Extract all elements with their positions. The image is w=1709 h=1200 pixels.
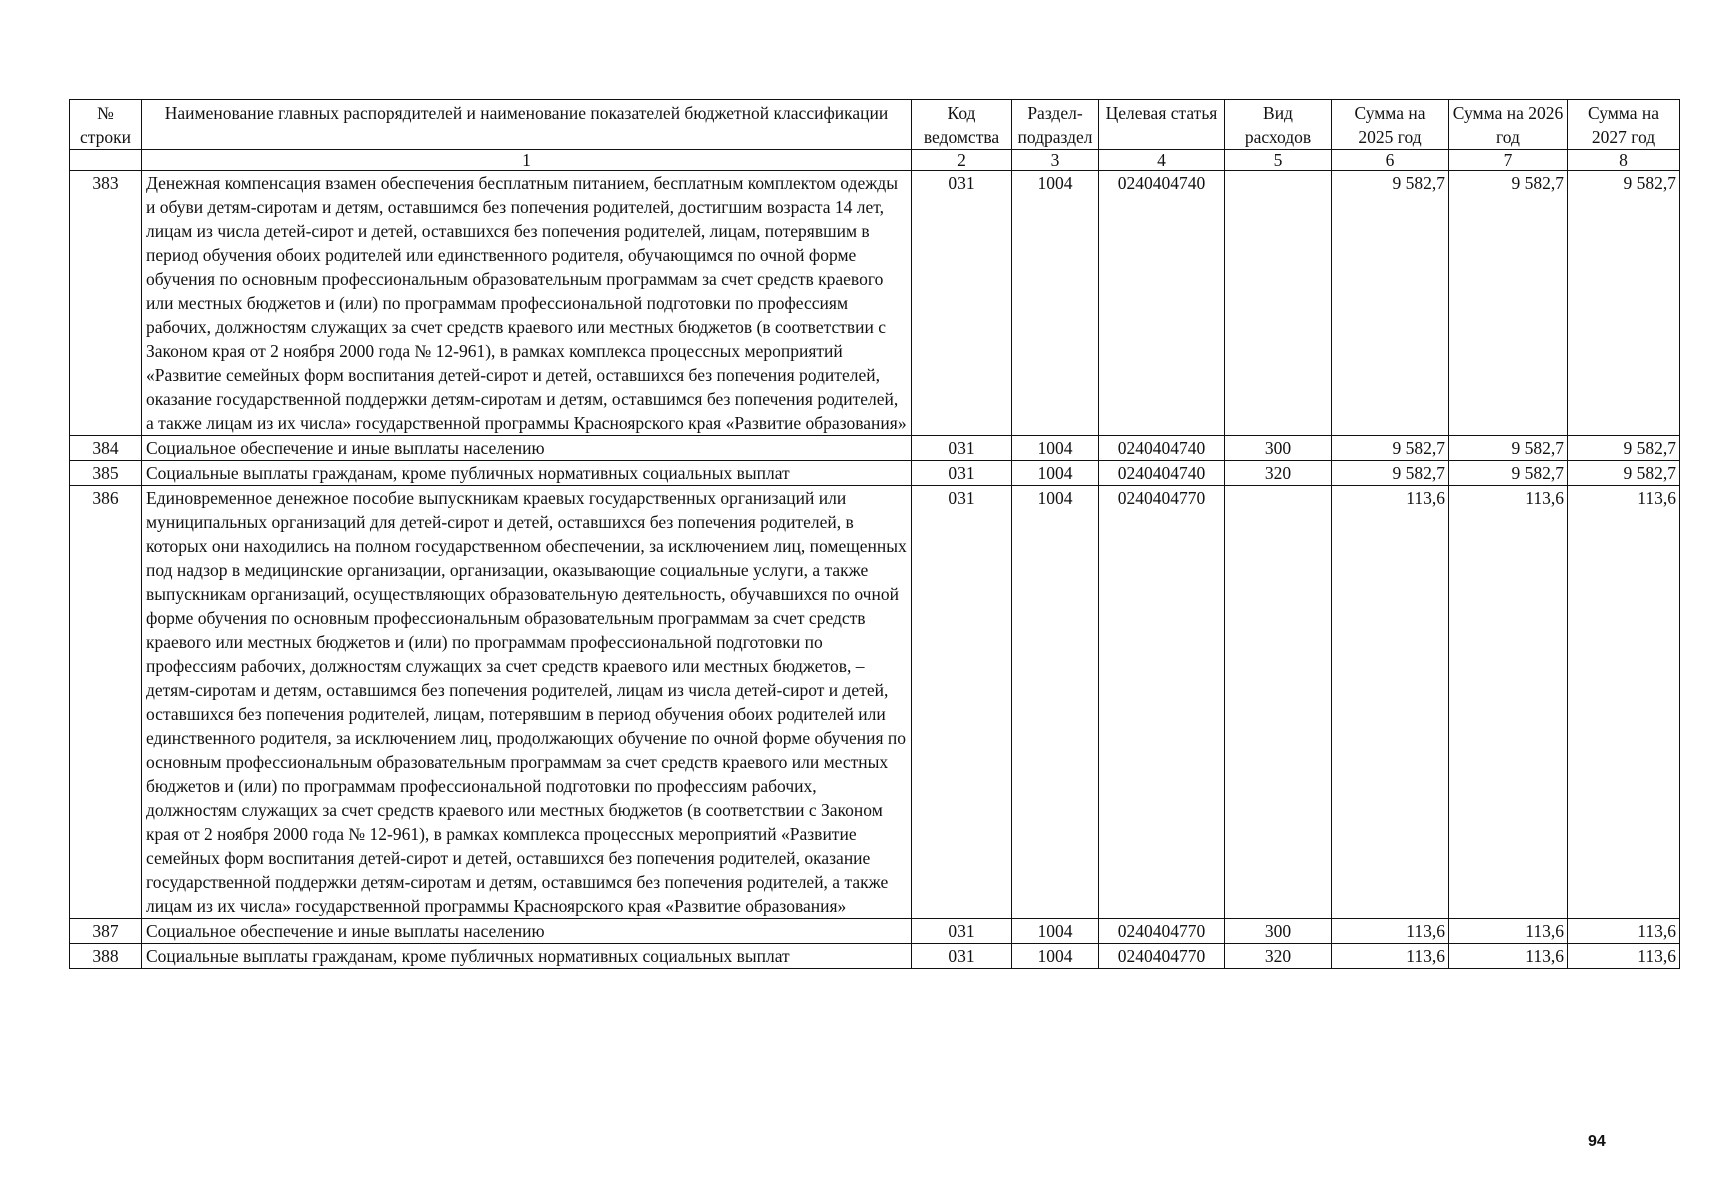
- row-target-article: 0240404740: [1099, 171, 1225, 436]
- row-sum-2027: 9 582,7: [1568, 461, 1680, 486]
- column-number: 7: [1449, 150, 1568, 171]
- budget-table: [69, 99, 1680, 969]
- column-number: 4: [1099, 150, 1225, 171]
- row-department-code: 031: [912, 461, 1012, 486]
- row-sum-2027: 9 582,7: [1568, 171, 1680, 436]
- column-number: 5: [1225, 150, 1332, 171]
- row-expense-type: [1225, 171, 1332, 436]
- row-target-article: 0240404770: [1099, 944, 1225, 969]
- row-sum-2026: 113,6: [1449, 919, 1568, 944]
- row-sum-2025: 9 582,7: [1332, 436, 1449, 461]
- column-number-blank: [70, 150, 142, 171]
- row-sum-2026: 9 582,7: [1449, 461, 1568, 486]
- row-sum-2025: 9 582,7: [1332, 461, 1449, 486]
- row-name: Единовременное денежное пособие выпускникам краевых государственных организаций или муниципальных организаций для детей-сирот и детей, оставшихся без попечения родителей, в которых они находились на полном государственном обеспечении, за исключением лиц, помещенных под надзор в медицинские организации, организации, оказывающие социальные услуги, а также выпускникам организаций, осуществляющих образовательную деятельность, обучавшихся по очной форме обучения по основным профессиональным образовательным программам за счет средств краевого или местных бюджетов и (или) по программам профессиональной подготовки по профессиям рабочих, должностям служащих за счет средств краевого или местных бюджетов, – детям-сиротам и детям, оставшимся без попечения родителей, лицам из числа детей-сирот и детей, оставшихся без попечения родителей, лицам, потерявшим в период обучения обоих родителей или единственного родителя, за исключением лиц, продолжающих обучение по очной форме обучения по основным профессиональным образовательным программам за счет средств краевого или местных бюджетов и (или) по программам профессиональной подготовки по профессиям рабочих, должностям служащих за счет средств краевого или местных бюджетов (в соответствии с Законом края от 2 ноября 2000 года № 12-961), в рамках комплекса процессных мероприятий «Развитие семейных форм воспитания детей-сирот и детей, оставшихся без попечения родителей, оказание государственной поддержки детям-сиротам и детям, оставшимся без попечения родителей, а также лицам из их числа» государственной программы Красноярского края «Развитие образования»: [142, 486, 912, 919]
- row-sum-2026: 113,6: [1449, 486, 1568, 919]
- row-name: Денежная компенсация взамен обеспечения бесплатным питанием, бесплатным комплектом одежды и обуви детям-сиротам и детям, оставшимся без попечения родителей, достигшим возраста 14 лет, лицам из числа детей-сирот и детей, оставшихся без попечения родителей, лицам, потерявшим в период обучения обоих родителей или единственного родителя, обучающимся по очной форме обучения по основным профессиональным образовательным программам за счет средств краевого или местных бюджетов и (или) по программам профессиональной подготовки по профессиям рабочих, должностям служащих за счет средств краевого или местных бюджетов (в соответствии с Законом края от 2 ноября 2000 года № 12-961), в рамках комплекса процессных мероприятий «Развитие семейных форм воспитания детей-сирот и детей, оставшихся без попечения родителей, оказание государственной поддержки детям-сиротам и детям, оставшимся без попечения родителей, а также лицам из их числа» государственной программы Красноярского края «Развитие образования»: [142, 171, 912, 436]
- row-name: Социальное обеспечение и иные выплаты населению: [142, 436, 912, 461]
- column-number: 1: [142, 150, 912, 171]
- row-name: Социальное обеспечение и иные выплаты населению: [142, 919, 912, 944]
- table-row: [70, 944, 1680, 969]
- row-name: Социальные выплаты гражданам, кроме публичных нормативных социальных выплат: [142, 461, 912, 486]
- table-row: [70, 436, 1680, 461]
- row-expense-type: [1225, 486, 1332, 919]
- row-section: 1004: [1012, 171, 1099, 436]
- row-sum-2027: 113,6: [1568, 486, 1680, 919]
- row-expense-type: 300: [1225, 919, 1332, 944]
- column-number: 6: [1332, 150, 1449, 171]
- row-department-code: 031: [912, 436, 1012, 461]
- column-number: 2: [912, 150, 1012, 171]
- header-row-number: № строки: [70, 100, 142, 150]
- header-target-article: Целевая статья: [1099, 100, 1225, 150]
- row-sum-2027: 9 582,7: [1568, 436, 1680, 461]
- row-sum-2027: 113,6: [1568, 919, 1680, 944]
- page-number: 94: [1588, 1133, 1606, 1150]
- row-number: 385: [70, 461, 142, 486]
- row-number: 388: [70, 944, 142, 969]
- table-row: [70, 461, 1680, 486]
- row-target-article: 0240404770: [1099, 486, 1225, 919]
- column-number-row: [70, 150, 1680, 171]
- row-section: 1004: [1012, 486, 1099, 919]
- row-sum-2025: 113,6: [1332, 944, 1449, 969]
- row-number: 387: [70, 919, 142, 944]
- row-sum-2025: 113,6: [1332, 919, 1449, 944]
- header-sum-2026: Сумма на 2026 год: [1449, 100, 1568, 150]
- row-expense-type: 300: [1225, 436, 1332, 461]
- table-header-row: [70, 100, 1680, 150]
- row-target-article: 0240404740: [1099, 461, 1225, 486]
- row-section: 1004: [1012, 461, 1099, 486]
- header-expense-type: Вид расходов: [1225, 100, 1332, 150]
- row-name: Социальные выплаты гражданам, кроме публичных нормативных социальных выплат: [142, 944, 912, 969]
- row-target-article: 0240404770: [1099, 919, 1225, 944]
- row-sum-2027: 113,6: [1568, 944, 1680, 969]
- budget-table-container: [69, 99, 1679, 969]
- header-name: Наименование главных распорядителей и наименование показателей бюджетной классификации: [142, 100, 912, 150]
- table-row: [70, 919, 1680, 944]
- row-expense-type: 320: [1225, 944, 1332, 969]
- row-section: 1004: [1012, 944, 1099, 969]
- row-sum-2025: 113,6: [1332, 486, 1449, 919]
- row-department-code: 031: [912, 486, 1012, 919]
- table-row: [70, 171, 1680, 436]
- row-department-code: 031: [912, 171, 1012, 436]
- row-department-code: 031: [912, 919, 1012, 944]
- row-department-code: 031: [912, 944, 1012, 969]
- row-expense-type: 320: [1225, 461, 1332, 486]
- header-department-code: Код ведомства: [912, 100, 1012, 150]
- row-section: 1004: [1012, 919, 1099, 944]
- table-row: [70, 486, 1680, 919]
- row-number: 386: [70, 486, 142, 919]
- row-sum-2026: 9 582,7: [1449, 436, 1568, 461]
- row-target-article: 0240404740: [1099, 436, 1225, 461]
- column-number: 3: [1012, 150, 1099, 171]
- row-sum-2025: 9 582,7: [1332, 171, 1449, 436]
- row-sum-2026: 9 582,7: [1449, 171, 1568, 436]
- row-section: 1004: [1012, 436, 1099, 461]
- header-section: Раздел- подраздел: [1012, 100, 1099, 150]
- row-number: 384: [70, 436, 142, 461]
- column-number: 8: [1568, 150, 1680, 171]
- row-number: 383: [70, 171, 142, 436]
- header-sum-2025: Сумма на 2025 год: [1332, 100, 1449, 150]
- header-sum-2027: Сумма на 2027 год: [1568, 100, 1680, 150]
- row-sum-2026: 113,6: [1449, 944, 1568, 969]
